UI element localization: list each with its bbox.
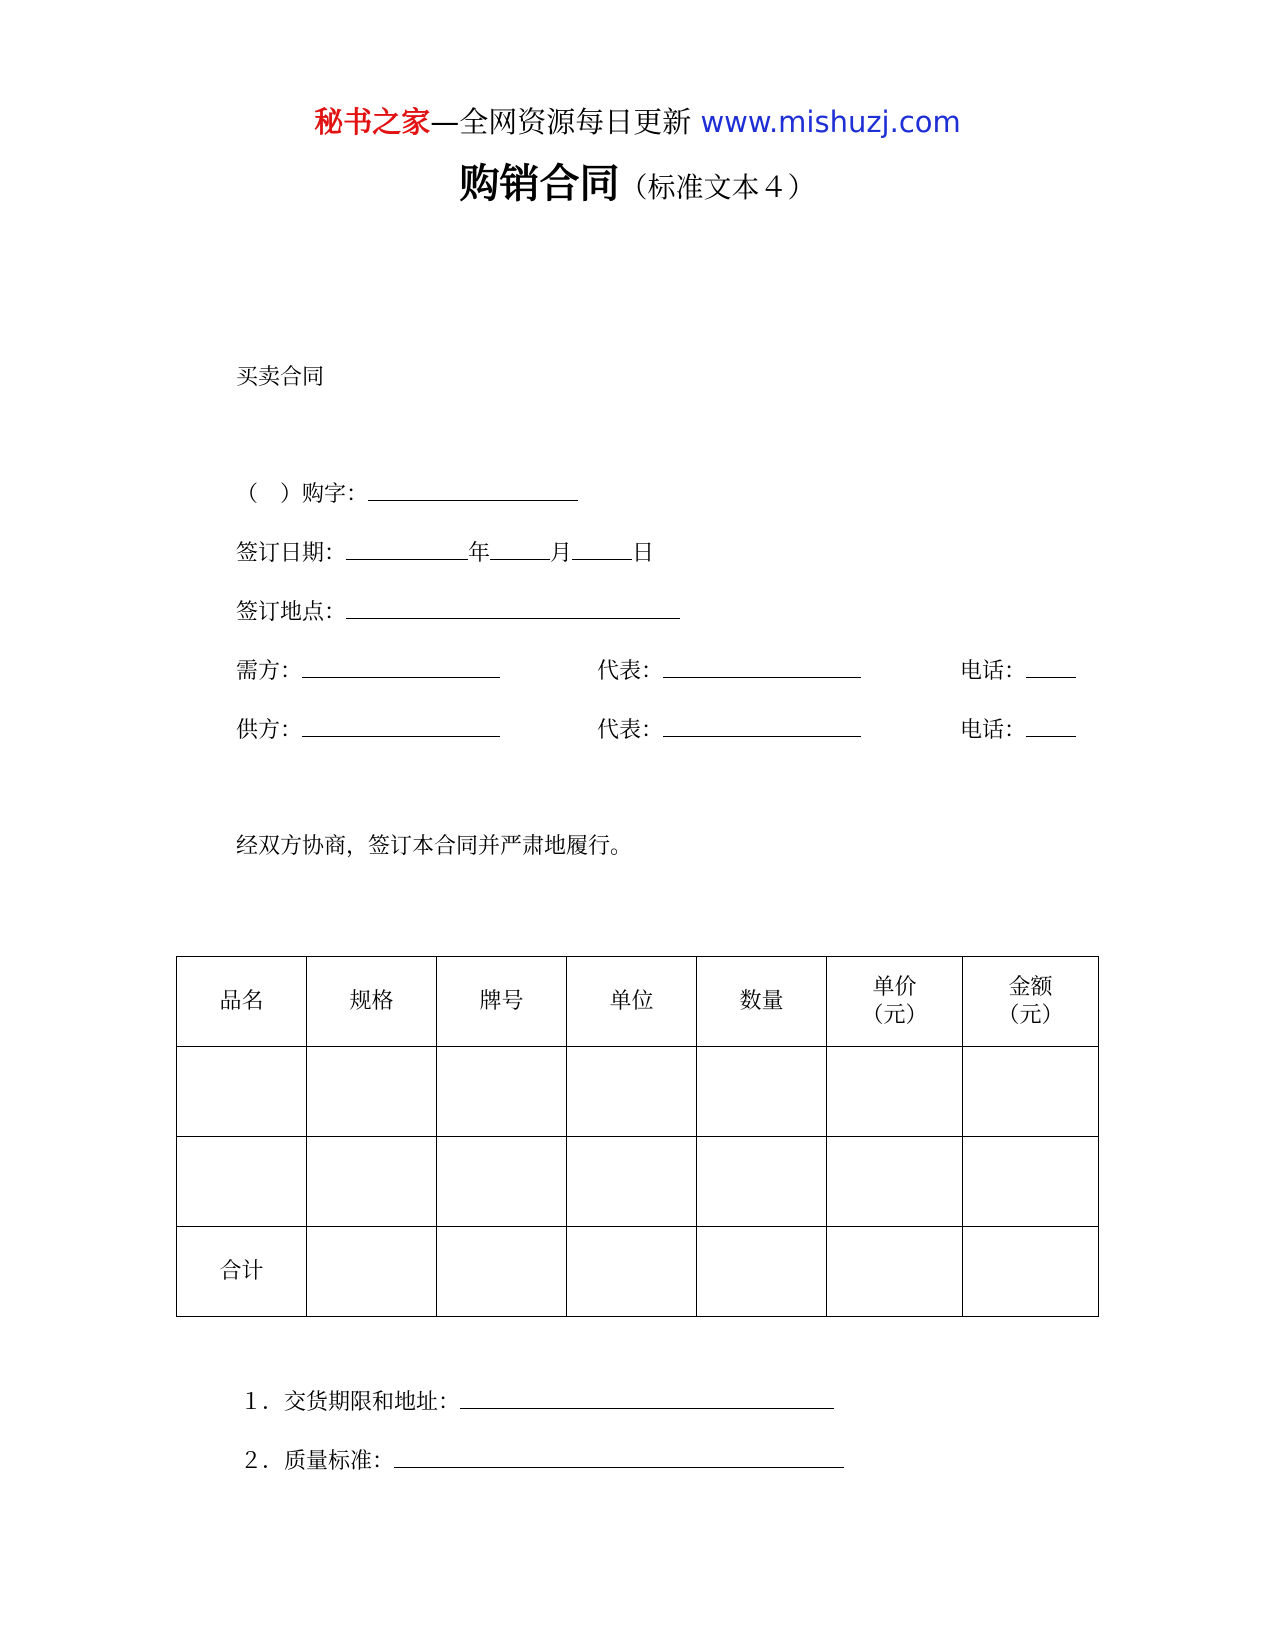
intro-text: 经双方协商，签订本合同并严肃地履行。	[236, 834, 633, 859]
title-sub: （标准文本４）	[619, 171, 816, 204]
seller-rep-blank[interactable]	[663, 714, 861, 737]
header-label: 规格	[349, 988, 394, 1014]
seller-phone-field	[960, 714, 1076, 746]
table-cell[interactable]	[567, 1137, 697, 1227]
buyer-rep-label: 代表：	[597, 659, 664, 684]
header-label: 牌号	[479, 988, 524, 1014]
year-label: 年	[468, 541, 491, 566]
table-cell[interactable]	[177, 1047, 307, 1137]
year-blank[interactable]	[346, 537, 468, 560]
header-cell	[697, 957, 827, 1047]
header-label: 数量	[739, 988, 784, 1014]
table-cell[interactable]	[437, 1227, 567, 1317]
buyer-label: 需方：	[236, 659, 303, 684]
sign-date-label: 签订日期：	[236, 541, 347, 566]
header-label: 品名	[219, 988, 264, 1014]
table-cell[interactable]	[963, 1227, 1099, 1317]
buyer-phone-label: 电话：	[960, 659, 1027, 684]
day-label: 日	[632, 541, 655, 566]
table-cell[interactable]	[963, 1137, 1099, 1227]
table-cell[interactable]	[567, 1227, 697, 1317]
table-cell[interactable]	[827, 1137, 963, 1227]
buyer-rep-blank[interactable]	[663, 655, 861, 678]
table-cell[interactable]	[963, 1047, 1099, 1137]
seller-phone-blank[interactable]	[1026, 714, 1076, 737]
sign-date-row	[236, 537, 654, 569]
day-blank[interactable]	[572, 537, 632, 560]
header-label: 单价	[872, 974, 917, 1000]
table-cell[interactable]	[177, 1137, 307, 1227]
banner-slogan: 全网资源每日更新	[459, 105, 692, 139]
seller-label: 供方：	[236, 718, 303, 743]
header-label: 金额	[1008, 974, 1053, 1000]
clause-number: ２．	[240, 1449, 285, 1474]
table-cell[interactable]	[567, 1047, 697, 1137]
contract-no-row	[236, 478, 578, 510]
clause-1-blank[interactable]	[460, 1386, 834, 1409]
contract-no-blank[interactable]	[368, 478, 578, 501]
clause-1	[240, 1386, 834, 1418]
doc-label: 买卖合同	[236, 365, 325, 390]
buyer-name-field	[236, 655, 500, 687]
table-row	[177, 1137, 1099, 1227]
header-cell	[963, 957, 1099, 1047]
header-cell	[307, 957, 437, 1047]
clause-2	[240, 1445, 844, 1477]
table-cell[interactable]	[307, 1137, 437, 1227]
table-cell[interactable]	[307, 1227, 437, 1317]
table-cell[interactable]	[307, 1047, 437, 1137]
sign-place-row	[236, 596, 680, 628]
seller-name-field	[236, 714, 500, 746]
table-total-row	[177, 1227, 1099, 1317]
buyer-phone-blank[interactable]	[1026, 655, 1076, 678]
buyer-phone-field	[960, 655, 1076, 687]
header-unit: （元）	[861, 1002, 928, 1028]
table-cell[interactable]	[827, 1227, 963, 1317]
table-cell[interactable]	[697, 1047, 827, 1137]
site-url-link[interactable]: www.mishuzj.com	[700, 105, 961, 139]
brand-name: 秘书之家	[314, 105, 431, 139]
clause-2-blank[interactable]	[394, 1445, 844, 1468]
buyer-rep-field	[597, 655, 861, 687]
seller-rep-label: 代表：	[597, 718, 664, 743]
seller-rep-field	[597, 714, 861, 746]
month-label: 月	[550, 541, 573, 566]
seller-blank[interactable]	[302, 714, 500, 737]
header-cell	[177, 957, 307, 1047]
header-cell	[827, 957, 963, 1047]
clause-number: １．	[240, 1390, 285, 1415]
table-cell[interactable]	[827, 1047, 963, 1137]
table-cell[interactable]	[437, 1137, 567, 1227]
seller-phone-label: 电话：	[960, 718, 1027, 743]
table-row	[177, 1047, 1099, 1137]
header-label: 单位	[609, 988, 654, 1014]
table-header-row	[177, 957, 1099, 1047]
goods-table	[176, 956, 1099, 1317]
contract-no-label: （ ）购字：	[236, 482, 369, 507]
buyer-blank[interactable]	[302, 655, 500, 678]
clause-label: 交货期限和地址：	[284, 1390, 461, 1415]
total-label-cell	[177, 1227, 307, 1317]
header-cell	[437, 957, 567, 1047]
title-main: 购销合同	[459, 161, 620, 207]
banner-separator: —	[430, 105, 460, 139]
total-label: 合计	[219, 1258, 264, 1284]
sign-place-label: 签订地点：	[236, 600, 347, 625]
table-cell[interactable]	[697, 1137, 827, 1227]
table-cell[interactable]	[437, 1047, 567, 1137]
table-cell[interactable]	[697, 1227, 827, 1317]
document-title	[0, 152, 1275, 209]
header-cell	[567, 957, 697, 1047]
header-banner	[0, 102, 1275, 142]
sign-place-blank[interactable]	[346, 596, 680, 619]
header-unit: （元）	[997, 1002, 1064, 1028]
clause-label: 质量标准：	[284, 1449, 395, 1474]
month-blank[interactable]	[490, 537, 550, 560]
